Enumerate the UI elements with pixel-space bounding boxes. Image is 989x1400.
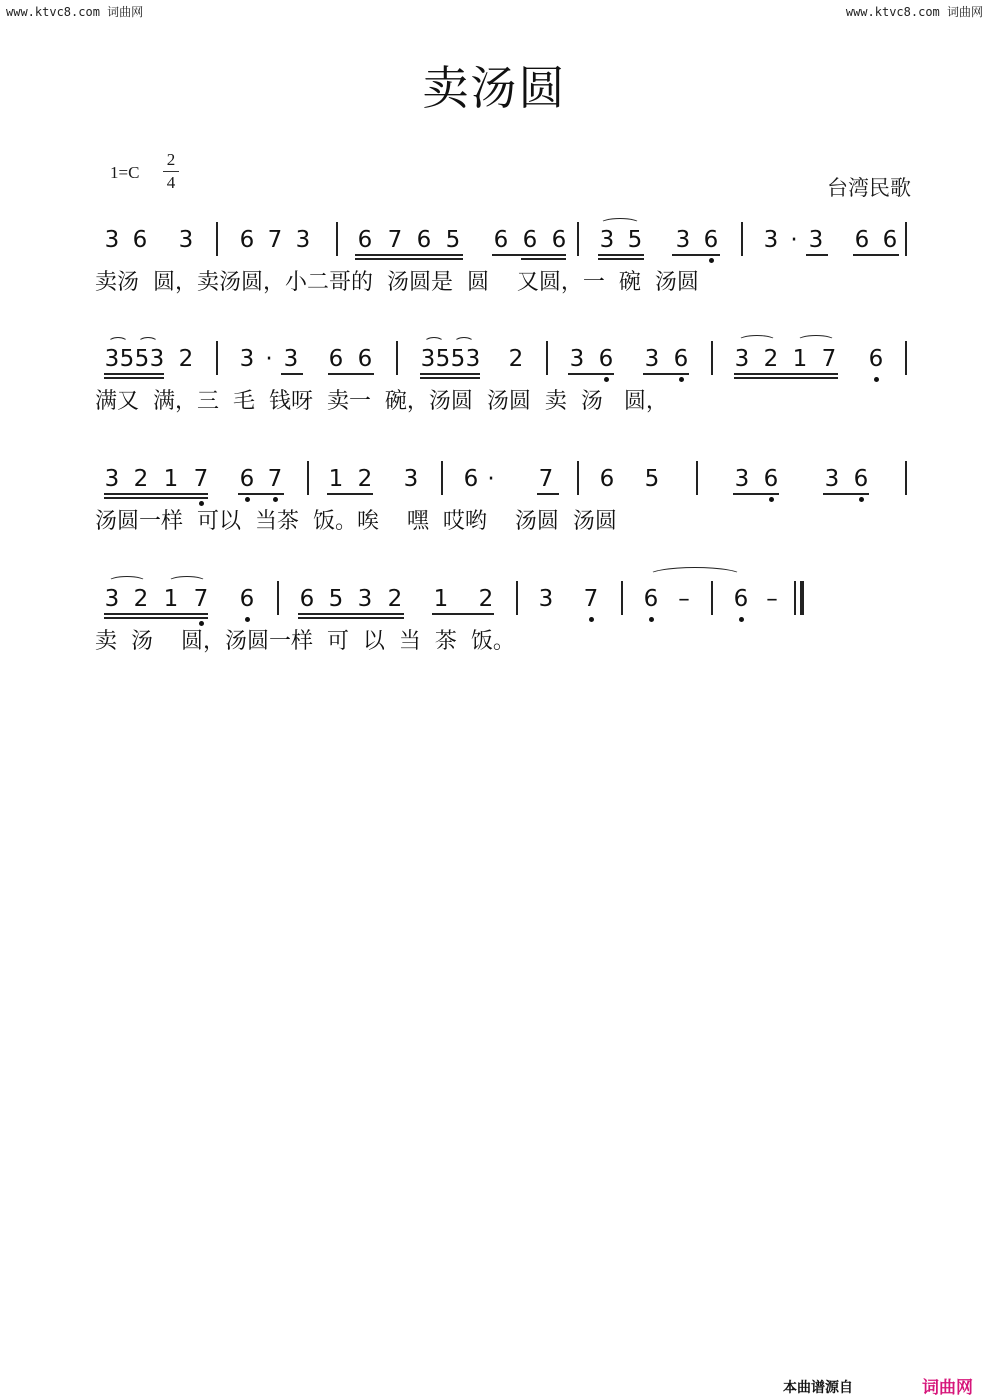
underline <box>238 493 284 495</box>
barline <box>216 222 218 256</box>
note: 5 <box>627 227 643 253</box>
underline <box>355 254 463 256</box>
barline <box>516 581 518 615</box>
note: 3 <box>644 346 660 372</box>
note: 6 <box>599 466 615 492</box>
note: 7 <box>267 466 283 492</box>
note: 3 <box>295 227 311 253</box>
underline <box>823 493 869 495</box>
note: · <box>265 346 273 372</box>
note: 3 <box>403 466 419 492</box>
underline <box>298 617 404 619</box>
underline <box>492 254 566 256</box>
note: 5 <box>445 227 461 253</box>
barline <box>621 581 623 615</box>
lower-octave-dot <box>273 497 278 502</box>
lower-octave-dot <box>709 258 714 263</box>
note: 1 <box>163 586 179 612</box>
note: 3 <box>675 227 691 253</box>
note: 6 <box>551 227 567 253</box>
note: 3 <box>283 346 299 372</box>
note: 1 <box>792 346 808 372</box>
song-title: 卖汤圆 <box>422 61 567 115</box>
note: 2 <box>387 586 403 612</box>
lyrics-line-1: 卖汤 圆，卖汤圆，小二哥的 汤圆是 圆 又圆，一 碗 汤圆 <box>95 270 699 295</box>
note: 3 <box>149 346 165 372</box>
note: 6 <box>239 586 255 612</box>
slur <box>797 335 835 346</box>
note: 6 <box>763 466 779 492</box>
note: 6 <box>673 346 689 372</box>
underline <box>355 258 463 260</box>
note: 7 <box>193 586 209 612</box>
underline <box>420 373 480 375</box>
note: 7 <box>193 466 209 492</box>
underline <box>104 373 164 375</box>
lower-octave-dot <box>874 377 879 382</box>
score-system-3 <box>0 461 989 571</box>
note: 7 <box>821 346 837 372</box>
barline <box>794 581 796 615</box>
note: 3 <box>420 346 436 372</box>
note: 7 <box>538 466 554 492</box>
barline <box>905 461 907 495</box>
note: 7 <box>267 227 283 253</box>
underline <box>598 258 644 260</box>
note: · <box>487 466 495 492</box>
note: 1 <box>163 466 179 492</box>
note: 6 <box>703 227 719 253</box>
underline <box>104 377 164 379</box>
lower-octave-dot <box>245 497 250 502</box>
note: 6 <box>357 346 373 372</box>
note: 2 <box>133 586 149 612</box>
note: 5 <box>134 346 150 372</box>
lower-octave-dot <box>604 377 609 382</box>
barline <box>577 461 579 495</box>
note: 3 <box>763 227 779 253</box>
note: 3 <box>104 346 120 372</box>
barline <box>696 461 698 495</box>
note: 3 <box>465 346 481 372</box>
barline <box>307 461 309 495</box>
score-system-1 <box>0 222 989 332</box>
lyrics-line-4: 卖 汤 圆，汤圆一样 可 以 当 茶 饭。 <box>95 629 515 654</box>
note: 6 <box>853 466 869 492</box>
note: 3 <box>538 586 554 612</box>
lower-octave-dot <box>649 617 654 622</box>
score-system-2 <box>0 341 989 451</box>
note: 6 <box>239 227 255 253</box>
key-signature: 1=C <box>110 163 140 182</box>
note: 6 <box>328 346 344 372</box>
underline <box>598 254 644 256</box>
note: 3 <box>104 227 120 253</box>
underline <box>327 493 373 495</box>
slur <box>738 335 776 346</box>
lower-octave-dot <box>739 617 744 622</box>
time-signature-top: 2 <box>166 150 176 169</box>
barline <box>711 581 713 615</box>
time-signature-bottom: 4 <box>166 173 176 192</box>
note: 6 <box>357 227 373 253</box>
note: 3 <box>808 227 824 253</box>
note: 3 <box>239 346 255 372</box>
note: 3 <box>178 227 194 253</box>
note: 6 <box>239 466 255 492</box>
note: 6 <box>882 227 898 253</box>
underline <box>521 258 566 260</box>
barline <box>905 341 907 375</box>
barline <box>336 222 338 256</box>
underline <box>733 493 779 495</box>
note: 6 <box>868 346 884 372</box>
lyrics-line-2: 满又 满，三 毛 钱呀 卖一 碗，汤圆 汤圆 卖 汤 圆， <box>95 389 668 414</box>
underline <box>672 254 720 256</box>
note: 6 <box>132 227 148 253</box>
note: 1 <box>433 586 449 612</box>
note: 3 <box>104 466 120 492</box>
note: 5 <box>450 346 466 372</box>
note: 6 <box>598 346 614 372</box>
note: 2 <box>763 346 779 372</box>
song-origin: 台湾民歌 <box>827 176 911 200</box>
underline <box>104 497 208 499</box>
underline <box>643 373 689 375</box>
note: 3 <box>569 346 585 372</box>
lower-octave-dot <box>679 377 684 382</box>
lower-octave-dot <box>245 617 250 622</box>
score-system-4 <box>0 581 989 691</box>
note: 7 <box>583 586 599 612</box>
barline <box>396 341 398 375</box>
note: 2 <box>133 466 149 492</box>
note: 6 <box>733 586 749 612</box>
header-url-right: www.ktvc8.com 词曲网 <box>845 5 983 19</box>
note: 7 <box>387 227 403 253</box>
note: 6 <box>493 227 509 253</box>
lyrics-line-3: 汤圆一样 可以 当茶 饭。唉 嘿 哎哟 汤圆 汤圆 <box>95 509 617 534</box>
slur <box>648 567 742 584</box>
underline <box>420 377 480 379</box>
note: 2 <box>478 586 494 612</box>
time-signature <box>163 150 179 193</box>
underline <box>104 493 208 495</box>
note: 2 <box>357 466 373 492</box>
underline <box>104 617 208 619</box>
note: 5 <box>119 346 135 372</box>
note: 5 <box>328 586 344 612</box>
note: 2 <box>508 346 524 372</box>
underline <box>298 613 404 615</box>
underline <box>734 373 838 375</box>
time-signature-divider <box>163 171 179 172</box>
barline <box>441 461 443 495</box>
note: 6 <box>416 227 432 253</box>
note: 3 <box>734 346 750 372</box>
note: 6 <box>299 586 315 612</box>
note: 2 <box>178 346 194 372</box>
note: – <box>766 586 778 612</box>
note: 6 <box>643 586 659 612</box>
barline <box>216 341 218 375</box>
note: 1 <box>328 466 344 492</box>
underline <box>734 377 838 379</box>
underline <box>806 254 828 256</box>
barline <box>277 581 279 615</box>
header-url-left: www.ktvc8.com 词曲网 <box>6 5 144 19</box>
barline <box>741 222 743 256</box>
lower-octave-dot <box>589 617 594 622</box>
source-label: 本曲谱源自 <box>783 1380 853 1396</box>
site-logo[interactable]: 词曲网 <box>922 1378 973 1398</box>
barline <box>905 222 907 256</box>
note: 5 <box>644 466 660 492</box>
barline <box>577 222 579 256</box>
note: · <box>790 227 798 253</box>
note: 3 <box>357 586 373 612</box>
underline <box>432 613 494 615</box>
underline <box>537 493 559 495</box>
note: 3 <box>104 586 120 612</box>
underline <box>104 613 208 615</box>
underline <box>853 254 899 256</box>
note: 5 <box>435 346 451 372</box>
final-barline <box>800 581 804 615</box>
underline <box>281 373 303 375</box>
note: – <box>678 586 690 612</box>
barline <box>546 341 548 375</box>
underline <box>328 373 374 375</box>
note: 3 <box>599 227 615 253</box>
note: 6 <box>522 227 538 253</box>
lower-octave-dot <box>769 497 774 502</box>
note: 6 <box>463 466 479 492</box>
note: 3 <box>734 466 750 492</box>
note: 3 <box>824 466 840 492</box>
note: 6 <box>854 227 870 253</box>
lower-octave-dot <box>859 497 864 502</box>
barline <box>711 341 713 375</box>
underline <box>568 373 614 375</box>
